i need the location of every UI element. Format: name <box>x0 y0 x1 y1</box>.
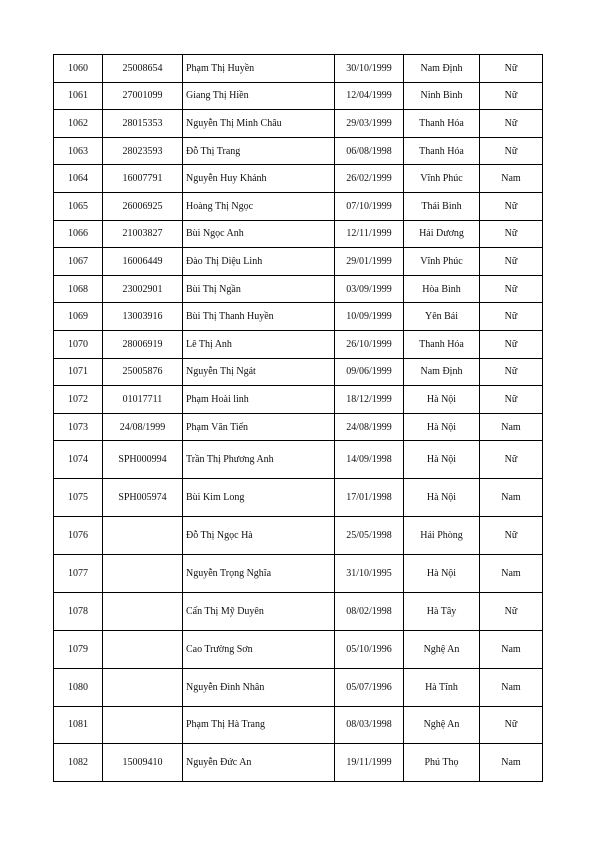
full-name-cell: Nguyễn Thị Ngát <box>183 358 335 386</box>
birth-date-cell: 26/10/1999 <box>335 330 404 358</box>
gender-cell: Nữ <box>480 358 543 386</box>
gender-cell: Nữ <box>480 192 543 220</box>
gender-cell: Nữ <box>480 386 543 414</box>
birth-date-cell: 24/08/1999 <box>335 413 404 441</box>
birth-place-cell: Hà Nội <box>404 554 480 592</box>
full-name-cell: Đào Thị Diệu Linh <box>183 248 335 276</box>
birth-date-cell: 29/03/1999 <box>335 110 404 138</box>
row-number-cell: 1066 <box>54 220 103 248</box>
candidate-number-cell: 23002901 <box>103 275 183 303</box>
birth-date-cell: 05/10/1996 <box>335 630 404 668</box>
candidate-number-cell <box>103 630 183 668</box>
table-row <box>54 441 543 479</box>
birth-date-cell: 12/04/1999 <box>335 82 404 110</box>
gender-cell: Nữ <box>480 517 543 555</box>
row-number-cell: 1069 <box>54 303 103 331</box>
table-row <box>54 55 543 83</box>
table-row <box>54 706 543 744</box>
birth-place-cell: Vĩnh Phúc <box>404 165 480 193</box>
gender-cell: Nữ <box>480 137 543 165</box>
row-number-cell: 1076 <box>54 517 103 555</box>
full-name-cell: Phạm Hoài linh <box>183 386 335 414</box>
full-name-cell: Đỗ Thị Trang <box>183 137 335 165</box>
table-row <box>54 413 543 441</box>
table-row <box>54 275 543 303</box>
row-number-cell: 1082 <box>54 744 103 782</box>
table-row <box>54 744 543 782</box>
candidate-number-cell: 28015353 <box>103 110 183 138</box>
birth-place-cell: Nam Định <box>404 358 480 386</box>
candidate-number-cell <box>103 706 183 744</box>
birth-date-cell: 06/08/1998 <box>335 137 404 165</box>
table-row <box>54 110 543 138</box>
table-row <box>54 554 543 592</box>
birth-place-cell: Nam Định <box>404 55 480 83</box>
row-number-cell: 1079 <box>54 630 103 668</box>
candidate-number-cell: 27001099 <box>103 82 183 110</box>
full-name-cell: Nguyễn Đức An <box>183 744 335 782</box>
birth-place-cell: Hải Dương <box>404 220 480 248</box>
full-name-cell: Nguyễn Trọng Nghĩa <box>183 554 335 592</box>
birth-place-cell: Hà Tĩnh <box>404 668 480 706</box>
birth-place-cell: Yên Bái <box>404 303 480 331</box>
row-number-cell: 1072 <box>54 386 103 414</box>
full-name-cell: Giang Thị Hiền <box>183 82 335 110</box>
candidate-number-cell: SPH000994 <box>103 441 183 479</box>
birth-date-cell: 14/09/1998 <box>335 441 404 479</box>
table-row <box>54 137 543 165</box>
candidate-number-cell: 24/08/1999 <box>103 413 183 441</box>
table-row <box>54 220 543 248</box>
birth-date-cell: 31/10/1995 <box>335 554 404 592</box>
birth-date-cell: 12/11/1999 <box>335 220 404 248</box>
full-name-cell: Trần Thị Phương Anh <box>183 441 335 479</box>
full-name-cell: Bùi Thị Ngần <box>183 275 335 303</box>
table-row <box>54 592 543 630</box>
candidate-number-cell: 26006925 <box>103 192 183 220</box>
birth-date-cell: 29/01/1999 <box>335 248 404 276</box>
full-name-cell: Bùi Kim Long <box>183 479 335 517</box>
gender-cell: Nữ <box>480 706 543 744</box>
full-name-cell: Đỗ Thị Ngọc Hà <box>183 517 335 555</box>
table-row <box>54 82 543 110</box>
gender-cell: Nam <box>480 744 543 782</box>
birth-date-cell: 19/11/1999 <box>335 744 404 782</box>
candidate-number-cell: SPH005974 <box>103 479 183 517</box>
full-name-cell: Lê Thị Anh <box>183 330 335 358</box>
birth-date-cell: 03/09/1999 <box>335 275 404 303</box>
row-number-cell: 1075 <box>54 479 103 517</box>
row-number-cell: 1067 <box>54 248 103 276</box>
birth-date-cell: 30/10/1999 <box>335 55 404 83</box>
full-name-cell: Phạm Văn Tiến <box>183 413 335 441</box>
birth-date-cell: 07/10/1999 <box>335 192 404 220</box>
row-number-cell: 1063 <box>54 137 103 165</box>
table-row <box>54 330 543 358</box>
candidate-number-cell: 21003827 <box>103 220 183 248</box>
gender-cell: Nam <box>480 630 543 668</box>
table-row <box>54 248 543 276</box>
full-name-cell: Phạm Thị Huyền <box>183 55 335 83</box>
full-name-cell: Hoàng Thị Ngọc <box>183 192 335 220</box>
candidate-number-cell: 25008654 <box>103 55 183 83</box>
full-name-cell: Cấn Thị Mỹ Duyên <box>183 592 335 630</box>
candidate-number-cell <box>103 668 183 706</box>
full-name-cell: Nguyễn Thị Minh Châu <box>183 110 335 138</box>
birth-date-cell: 05/07/1996 <box>335 668 404 706</box>
row-number-cell: 1080 <box>54 668 103 706</box>
birth-place-cell: Hải Phòng <box>404 517 480 555</box>
table-row <box>54 303 543 331</box>
full-name-cell: Nguyễn Đình Nhân <box>183 668 335 706</box>
gender-cell: Nữ <box>480 82 543 110</box>
gender-cell: Nam <box>480 668 543 706</box>
full-name-cell: Cao Trường Sơn <box>183 630 335 668</box>
candidate-number-cell: 01017711 <box>103 386 183 414</box>
table-row <box>54 668 543 706</box>
candidate-number-cell: 15009410 <box>103 744 183 782</box>
birth-date-cell: 18/12/1999 <box>335 386 404 414</box>
candidate-number-cell: 28023593 <box>103 137 183 165</box>
row-number-cell: 1061 <box>54 82 103 110</box>
full-name-cell: Nguyễn Huy Khánh <box>183 165 335 193</box>
row-number-cell: 1070 <box>54 330 103 358</box>
birth-place-cell: Hòa Bình <box>404 275 480 303</box>
birth-place-cell: Thái Bình <box>404 192 480 220</box>
gender-cell: Nữ <box>480 55 543 83</box>
birth-date-cell: 17/01/1998 <box>335 479 404 517</box>
table-row <box>54 358 543 386</box>
table-row <box>54 192 543 220</box>
full-name-cell: Bùi Thị Thanh Huyền <box>183 303 335 331</box>
gender-cell: Nữ <box>480 220 543 248</box>
birth-place-cell: Hà Nội <box>404 441 480 479</box>
candidate-number-cell <box>103 517 183 555</box>
student-list-table <box>53 54 543 782</box>
gender-cell: Nữ <box>480 110 543 138</box>
full-name-cell: Phạm Thị Hà Trang <box>183 706 335 744</box>
birth-place-cell: Hà Nội <box>404 413 480 441</box>
birth-place-cell: Thanh Hóa <box>404 110 480 138</box>
birth-place-cell: Ninh Bình <box>404 82 480 110</box>
row-number-cell: 1064 <box>54 165 103 193</box>
full-name-cell: Bùi Ngọc Anh <box>183 220 335 248</box>
birth-date-cell: 10/09/1999 <box>335 303 404 331</box>
candidate-number-cell: 16006449 <box>103 248 183 276</box>
candidate-number-cell: 28006919 <box>103 330 183 358</box>
candidate-number-cell: 25005876 <box>103 358 183 386</box>
row-number-cell: 1068 <box>54 275 103 303</box>
table-row <box>54 386 543 414</box>
birth-place-cell: Phú Thọ <box>404 744 480 782</box>
gender-cell: Nam <box>480 479 543 517</box>
row-number-cell: 1071 <box>54 358 103 386</box>
row-number-cell: 1074 <box>54 441 103 479</box>
row-number-cell: 1078 <box>54 592 103 630</box>
gender-cell: Nữ <box>480 441 543 479</box>
birth-date-cell: 26/02/1999 <box>335 165 404 193</box>
candidate-number-cell <box>103 592 183 630</box>
birth-date-cell: 08/03/1998 <box>335 706 404 744</box>
row-number-cell: 1065 <box>54 192 103 220</box>
gender-cell: Nữ <box>480 248 543 276</box>
table-row <box>54 165 543 193</box>
candidate-number-cell: 13003916 <box>103 303 183 331</box>
table-row <box>54 517 543 555</box>
gender-cell: Nữ <box>480 303 543 331</box>
gender-cell: Nữ <box>480 592 543 630</box>
row-number-cell: 1081 <box>54 706 103 744</box>
table-row <box>54 630 543 668</box>
student-list-body <box>54 55 543 782</box>
birth-place-cell: Nghệ An <box>404 706 480 744</box>
candidate-number-cell <box>103 554 183 592</box>
birth-place-cell: Hà Tây <box>404 592 480 630</box>
birth-place-cell: Thanh Hóa <box>404 137 480 165</box>
gender-cell: Nam <box>480 413 543 441</box>
gender-cell: Nam <box>480 554 543 592</box>
birth-place-cell: Hà Nội <box>404 479 480 517</box>
row-number-cell: 1060 <box>54 55 103 83</box>
gender-cell: Nam <box>480 165 543 193</box>
table-row <box>54 479 543 517</box>
birth-place-cell: Thanh Hóa <box>404 330 480 358</box>
birth-place-cell: Vĩnh Phúc <box>404 248 480 276</box>
birth-date-cell: 25/05/1998 <box>335 517 404 555</box>
birth-place-cell: Hà Nội <box>404 386 480 414</box>
gender-cell: Nữ <box>480 330 543 358</box>
candidate-number-cell: 16007791 <box>103 165 183 193</box>
birth-date-cell: 09/06/1999 <box>335 358 404 386</box>
gender-cell: Nữ <box>480 275 543 303</box>
birth-place-cell: Nghệ An <box>404 630 480 668</box>
row-number-cell: 1077 <box>54 554 103 592</box>
row-number-cell: 1073 <box>54 413 103 441</box>
row-number-cell: 1062 <box>54 110 103 138</box>
birth-date-cell: 08/02/1998 <box>335 592 404 630</box>
